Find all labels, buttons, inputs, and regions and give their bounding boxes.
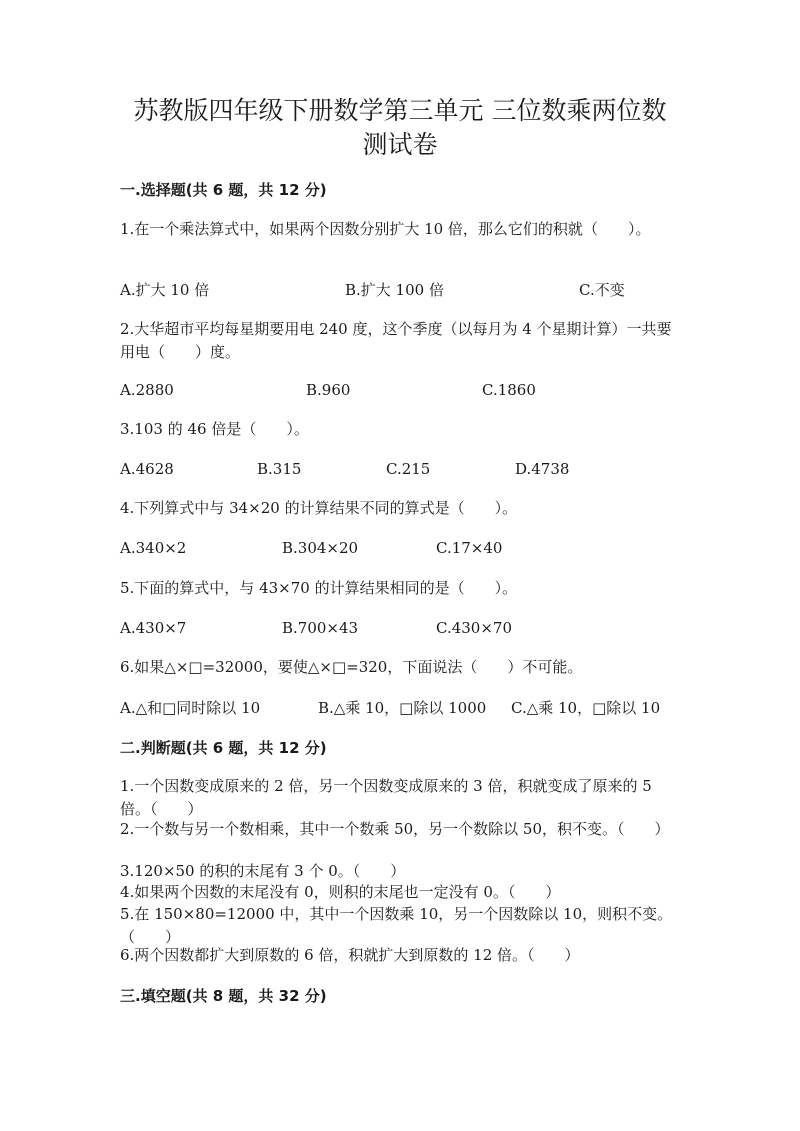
judgement-item-4: 4.如果两个因数的末尾没有 0，则积的末尾也一定没有 0。（ ） bbox=[120, 883, 561, 901]
q2-option-c: C.1860 bbox=[482, 381, 536, 399]
question-6: 6.如果△×□=32000，要使△×□=320，下面说法（ ）不可能。 bbox=[120, 658, 583, 676]
q5-option-c: C.430×70 bbox=[436, 619, 512, 637]
q1-option-a: A.扩大 10 倍 bbox=[120, 281, 210, 299]
judgement-item-6: 6.两个因数都扩大到原数的 6 倍，积就扩大到原数的 12 倍。（ ） bbox=[120, 946, 580, 964]
q3-option-d: D.4738 bbox=[515, 460, 570, 478]
question-3: 3.103 的 46 倍是（ ）。 bbox=[120, 420, 309, 438]
q1-option-b: B.扩大 100 倍 bbox=[345, 281, 444, 299]
judgement-item-2: 2.一个数与另一个数相乘，其中一个数乘 50，另一个数除以 50，积不变。（ ） bbox=[120, 820, 670, 838]
question-2: 2.大华超市平均每星期要用电 240 度，这个季度（以每月为 4 个星期计算）一共要用电（ ）度。 bbox=[120, 320, 672, 361]
q3-option-b: B.315 bbox=[257, 460, 302, 478]
section-heading-fill: 三.填空题(共 8 题，共 32 分) bbox=[120, 987, 327, 1005]
q3-option-c: C.215 bbox=[386, 460, 431, 478]
page-title-line2: 测试卷 bbox=[362, 130, 438, 159]
page-title: 苏教版四年级下册数学第三单元 三位数乘两位数 bbox=[133, 96, 667, 125]
judgement-item-1: 1.一个因数变成原来的 2 倍，另一个因数变成原来的 3 倍，积就变成了原来的 5 倍。（ ） bbox=[120, 777, 652, 818]
q5-option-b: B.700×43 bbox=[282, 619, 359, 637]
section-heading-choice: 一.选择题(共 6 题，共 12 分) bbox=[120, 181, 327, 199]
q6-option-c: C.△乘 10，□除以 10 bbox=[511, 699, 661, 717]
q2-option-b: B.960 bbox=[306, 381, 351, 399]
judgement-item-5: 5.在 150×80=12000 中，其中一个因数乘 10，另一个因数除以 10，则积不变。（ ） bbox=[120, 905, 673, 946]
question-5: 5.下面的算式中，与 43×70 的计算结果相同的是（ ）。 bbox=[120, 579, 518, 597]
section-heading-judgement: 二.判断题(共 6 题，共 12 分) bbox=[120, 739, 327, 757]
q3-option-a: A.4628 bbox=[120, 460, 174, 478]
judgement-item-3: 3.120×50 的积的末尾有 3 个 0。（ ） bbox=[120, 862, 406, 880]
q1-option-c: C.不变 bbox=[579, 281, 625, 299]
q6-option-a: A.△和□同时除以 10 bbox=[120, 699, 261, 717]
q2-option-a: A.2880 bbox=[120, 381, 174, 399]
question-4: 4.下列算式中与 34×20 的计算结果不同的算式是（ ）。 bbox=[120, 499, 518, 517]
q4-option-b: B.304×20 bbox=[282, 539, 359, 557]
q4-option-a: A.340×2 bbox=[120, 539, 187, 557]
question-1: 1.在一个乘法算式中，如果两个因数分别扩大 10 倍，那么它们的积就（ ）。 bbox=[120, 220, 651, 238]
q6-option-b: B.△乘 10，□除以 1000 bbox=[318, 699, 487, 717]
q4-option-c: C.17×40 bbox=[436, 539, 503, 557]
q5-option-a: A.430×7 bbox=[120, 619, 187, 637]
